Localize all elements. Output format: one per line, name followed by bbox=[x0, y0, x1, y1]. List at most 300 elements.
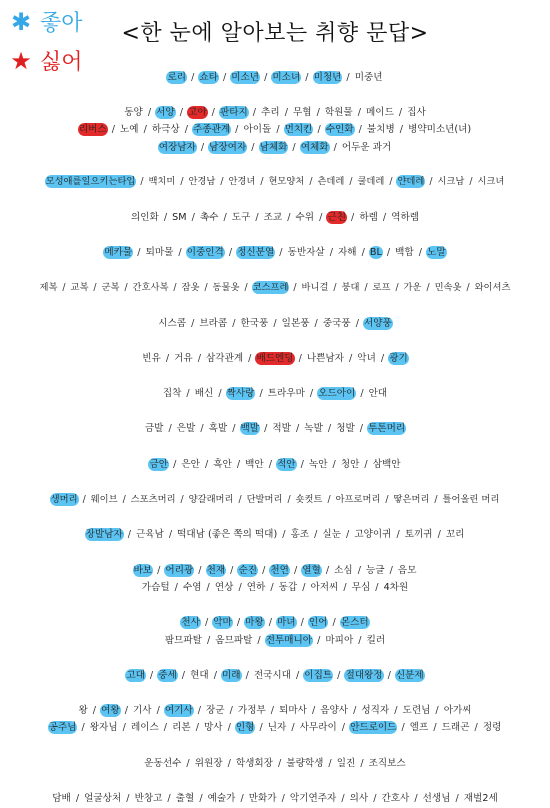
separator: / bbox=[314, 124, 324, 135]
separator: / bbox=[308, 705, 319, 716]
preference-item: 배신 bbox=[194, 388, 214, 399]
separator: / bbox=[233, 617, 244, 628]
preference-item: 미중년 bbox=[354, 72, 383, 83]
preference-item: 간호사 bbox=[381, 793, 410, 804]
preference-item: 악녀 bbox=[357, 353, 376, 364]
preference-item: 리본 bbox=[172, 722, 191, 733]
separator: / bbox=[215, 388, 225, 399]
preference-line bbox=[0, 420, 550, 438]
liked-item: 남장여자 bbox=[209, 142, 247, 153]
preference-item: 역하렘 bbox=[391, 212, 420, 223]
liked-item: 미소년 bbox=[231, 72, 260, 83]
separator: / bbox=[108, 124, 118, 135]
separator: / bbox=[254, 635, 264, 646]
separator: / bbox=[261, 72, 271, 83]
preference-item: 거유 bbox=[174, 353, 193, 364]
separator: / bbox=[241, 282, 251, 293]
liked-item: 신분제 bbox=[395, 670, 424, 681]
separator: / bbox=[395, 107, 406, 118]
separator: / bbox=[279, 529, 289, 540]
liked-item: 절대왕정 bbox=[345, 670, 383, 681]
preference-item: 안경녀 bbox=[228, 176, 256, 187]
liked-item: 여왕 bbox=[101, 705, 120, 716]
separator: / bbox=[392, 282, 402, 293]
preference-item: 가정부 bbox=[237, 705, 266, 716]
preference-item: 시크남 bbox=[437, 176, 465, 187]
preference-line bbox=[0, 790, 550, 808]
preference-item: 하극상 bbox=[151, 124, 180, 135]
separator: / bbox=[137, 176, 147, 187]
disliked-item: 배드엔딩 bbox=[256, 353, 294, 364]
separator: / bbox=[72, 793, 83, 804]
separator: / bbox=[430, 722, 440, 733]
preference-item: 촉수 bbox=[199, 212, 219, 223]
liked-item: 이중인격 bbox=[186, 247, 224, 258]
separator: / bbox=[292, 670, 303, 681]
separator: / bbox=[217, 176, 227, 187]
liked-item: 정신분열 bbox=[237, 247, 275, 258]
preference-line bbox=[0, 209, 550, 227]
separator: / bbox=[178, 670, 189, 681]
separator: / bbox=[248, 142, 258, 153]
preference-item: 학원물 bbox=[324, 107, 353, 118]
separator: / bbox=[160, 212, 171, 223]
separator: / bbox=[426, 176, 436, 187]
separator: / bbox=[338, 793, 348, 804]
preference-item: 조직보스 bbox=[368, 758, 406, 769]
preference-line bbox=[0, 121, 550, 139]
preference-line bbox=[0, 667, 550, 685]
separator: / bbox=[356, 423, 367, 434]
liked-item: 마왕 bbox=[245, 617, 264, 628]
separator: / bbox=[393, 529, 403, 540]
preference-line bbox=[0, 719, 550, 737]
liked-item: 인형 bbox=[235, 722, 255, 733]
preference-item: 빈유 bbox=[142, 353, 161, 364]
preference-item: 민속옷 bbox=[434, 282, 462, 293]
preference-item: 학생회장 bbox=[235, 758, 273, 769]
separator: / bbox=[119, 494, 129, 505]
liked-item: 이집트 bbox=[304, 670, 333, 681]
preference-item: 단발머리 bbox=[246, 494, 283, 505]
separator: / bbox=[361, 282, 371, 293]
preference-item: 금발 bbox=[144, 423, 164, 434]
liked-item: 투톤머리 bbox=[368, 423, 406, 434]
preference-item: 왕자님 bbox=[89, 722, 118, 733]
preference-item: 왕 bbox=[78, 705, 88, 716]
liked-item: 어리광 bbox=[165, 565, 194, 576]
preference-item: 청발 bbox=[336, 423, 355, 434]
preference-item: 정령 bbox=[482, 722, 502, 733]
preference-item: 무심 bbox=[351, 582, 371, 593]
preference-line bbox=[0, 279, 550, 297]
preference-item: 악기연주자 bbox=[289, 793, 337, 804]
liked-item: 오드아이 bbox=[318, 388, 356, 399]
preference-item: 동물옷 bbox=[212, 282, 240, 293]
liked-item: 바보 bbox=[133, 565, 153, 576]
preference-item: 쿨데레 bbox=[357, 176, 385, 187]
preference-item: 메이드 bbox=[366, 107, 394, 118]
red-star-icon: ★ bbox=[10, 47, 32, 75]
liked-item: 서양 bbox=[156, 107, 175, 118]
preference-item: 운동선수 bbox=[144, 758, 182, 769]
separator: / bbox=[466, 176, 476, 187]
preference-item: 노예 bbox=[119, 124, 139, 135]
separator: / bbox=[265, 459, 276, 470]
preference-item: 하렘 bbox=[359, 212, 378, 223]
preference-item: 백합 bbox=[395, 247, 414, 258]
liked-item: 마녀 bbox=[277, 617, 296, 628]
separator: / bbox=[325, 758, 335, 769]
separator: / bbox=[203, 635, 214, 646]
separator: / bbox=[463, 282, 473, 293]
separator: / bbox=[237, 793, 247, 804]
separator: / bbox=[299, 582, 309, 593]
separator: / bbox=[226, 705, 236, 716]
preference-item: 어두운 과거 bbox=[341, 142, 392, 153]
liked-item: 주종관계 bbox=[193, 124, 231, 135]
separator: / bbox=[177, 494, 187, 505]
separator: / bbox=[292, 423, 303, 434]
liked-item: 서양풍 bbox=[363, 318, 392, 329]
separator: / bbox=[316, 212, 326, 223]
liked-item: 노말 bbox=[427, 247, 446, 258]
preference-item: 사무라이 bbox=[299, 722, 337, 733]
preference-item: 연상 bbox=[214, 582, 234, 593]
separator: / bbox=[281, 107, 291, 118]
preference-item: 교복 bbox=[70, 282, 89, 293]
preference-item: 4차원 bbox=[383, 582, 409, 593]
liked-item: 짝사랑 bbox=[226, 388, 255, 399]
separator: / bbox=[203, 582, 213, 593]
preference-item: 레이스 bbox=[130, 722, 159, 733]
preference-item: 망사 bbox=[203, 722, 223, 733]
separator: / bbox=[261, 423, 271, 434]
preference-item: 킬러 bbox=[366, 635, 386, 646]
liked-item: 생머리 bbox=[50, 494, 78, 505]
separator: / bbox=[256, 388, 266, 399]
separator: / bbox=[302, 72, 312, 83]
liked-item: 쇼타 bbox=[199, 72, 218, 83]
preference-item: 삼각관계 bbox=[206, 353, 244, 364]
preference-item: 자해 bbox=[337, 247, 357, 258]
separator: / bbox=[355, 635, 365, 646]
preference-item: 선생님 bbox=[422, 793, 451, 804]
preference-line bbox=[0, 702, 550, 720]
separator: / bbox=[471, 722, 481, 733]
liked-item: 적안 bbox=[277, 459, 296, 470]
separator: / bbox=[326, 247, 336, 258]
preference-item: 땋은머리 bbox=[393, 494, 430, 505]
liked-item: 공주님 bbox=[48, 722, 77, 733]
separator: / bbox=[175, 247, 185, 258]
separator: / bbox=[377, 353, 388, 364]
liked-item: 코스프레 bbox=[252, 282, 289, 293]
preference-item: 담배 bbox=[52, 793, 71, 804]
liked-item: 인어 bbox=[308, 617, 328, 628]
separator: / bbox=[235, 494, 245, 505]
separator: / bbox=[452, 793, 462, 804]
preference-item: 능글 bbox=[366, 565, 385, 576]
separator: / bbox=[160, 722, 171, 733]
preference-item: 스포츠머리 bbox=[130, 494, 176, 505]
liked-item: 백발 bbox=[240, 423, 260, 434]
preference-item: 군복 bbox=[101, 282, 120, 293]
liked-item: 미청년 bbox=[313, 72, 342, 83]
preference-item: 집사 bbox=[407, 107, 426, 118]
preference-line bbox=[0, 139, 550, 157]
liked-item: 판타지 bbox=[219, 107, 248, 118]
separator: / bbox=[352, 318, 362, 329]
separator: / bbox=[197, 142, 208, 153]
separator: / bbox=[297, 459, 307, 470]
separator: / bbox=[219, 72, 230, 83]
liked-item: 수인화 bbox=[325, 124, 354, 135]
liked-item: 안드로이드 bbox=[350, 722, 397, 733]
separator: / bbox=[311, 529, 321, 540]
preference-item: 퇴마사 bbox=[279, 705, 307, 716]
liked-item: 로리 bbox=[167, 72, 187, 83]
preference-line bbox=[0, 491, 550, 509]
separator: / bbox=[290, 282, 300, 293]
preference-item: 무협 bbox=[292, 107, 312, 118]
preference-item: 트라우마 bbox=[267, 388, 305, 399]
preference-item: 청안 bbox=[340, 459, 360, 470]
preference-line bbox=[0, 632, 550, 650]
liked-item: 전투매니아 bbox=[265, 635, 313, 646]
separator: / bbox=[256, 722, 266, 733]
preference-item: 토끼귀 bbox=[404, 529, 433, 540]
separator: / bbox=[249, 107, 260, 118]
separator: / bbox=[423, 282, 433, 293]
preference-item: 백치미 bbox=[148, 176, 176, 187]
preference-item: 연하 bbox=[246, 582, 266, 593]
separator: / bbox=[176, 107, 187, 118]
separator: / bbox=[192, 722, 202, 733]
liked-item: 천연 bbox=[270, 565, 289, 576]
separator: / bbox=[188, 212, 198, 223]
preference-item: 전국시대 bbox=[253, 670, 291, 681]
separator: / bbox=[201, 459, 212, 470]
separator: / bbox=[322, 565, 333, 576]
preference-item: 집착 bbox=[162, 388, 182, 399]
preference-line bbox=[0, 755, 550, 773]
page-title: <한 눈에 알아보는 취향 문답> bbox=[121, 21, 429, 46]
preference-item: 성직자 bbox=[361, 705, 390, 716]
preference-item: 한국풍 bbox=[240, 318, 269, 329]
preference-item: 추리 bbox=[261, 107, 280, 118]
separator: / bbox=[343, 72, 353, 83]
preference-item: 동양 bbox=[124, 107, 143, 118]
separator: / bbox=[121, 705, 131, 716]
preference-item: 숏컷트 bbox=[295, 494, 323, 505]
preference-item: SM bbox=[172, 212, 187, 223]
separator: / bbox=[183, 388, 193, 399]
liked-item: 천재 bbox=[206, 565, 226, 576]
liked-item: 악마 bbox=[213, 617, 232, 628]
preference-item: 브라콤 bbox=[199, 318, 228, 329]
preference-item: 틀어올린 머리 bbox=[442, 494, 500, 505]
disliked-item: 고아 bbox=[188, 107, 207, 118]
preference-line bbox=[0, 526, 550, 544]
preference-item: 퇴마물 bbox=[145, 247, 174, 258]
separator: / bbox=[386, 565, 396, 576]
separator: / bbox=[338, 722, 349, 733]
separator: / bbox=[391, 705, 401, 716]
separator: / bbox=[411, 793, 421, 804]
separator: / bbox=[90, 282, 100, 293]
liked-item: 금안 bbox=[149, 459, 169, 470]
separator: / bbox=[324, 494, 334, 505]
liked-item: 남체화 bbox=[259, 142, 288, 153]
separator: / bbox=[276, 247, 286, 258]
separator: / bbox=[188, 72, 198, 83]
preference-item: 얼굴상처 bbox=[84, 793, 122, 804]
preference-item: 떡대남 (좋은 쪽의 떡대) bbox=[177, 529, 278, 540]
separator: / bbox=[355, 124, 365, 135]
liked-item: 순진 bbox=[238, 565, 258, 576]
preference-item: 도구 bbox=[231, 212, 251, 223]
separator: / bbox=[225, 247, 236, 258]
separator: / bbox=[345, 353, 356, 364]
preference-item: 위원장 bbox=[194, 758, 223, 769]
separator: / bbox=[347, 212, 358, 223]
preference-item: 팜므파탈 bbox=[164, 635, 202, 646]
preference-line bbox=[0, 385, 550, 403]
separator: / bbox=[267, 705, 278, 716]
preference-item: 아이돌 bbox=[243, 124, 272, 135]
preference-item: 간호사복 bbox=[132, 282, 169, 293]
preference-item: 흑안 bbox=[213, 459, 232, 470]
separator: / bbox=[330, 142, 340, 153]
preference-item: 불량학생 bbox=[286, 758, 324, 769]
separator: / bbox=[284, 212, 294, 223]
preference-item: 나쁜남자 bbox=[306, 353, 344, 364]
separator: / bbox=[354, 107, 365, 118]
preference-item: 현모양처 bbox=[268, 176, 305, 187]
separator: / bbox=[197, 423, 207, 434]
separator: / bbox=[208, 107, 218, 118]
preference-item: 출혈 bbox=[175, 793, 195, 804]
separator: / bbox=[306, 388, 317, 399]
separator: / bbox=[306, 176, 316, 187]
preference-item: 음양사 bbox=[320, 705, 349, 716]
preference-item: 흑발 bbox=[208, 423, 228, 434]
preference-line bbox=[0, 614, 550, 632]
preference-item: 동반자살 bbox=[287, 247, 325, 258]
separator: / bbox=[329, 459, 339, 470]
separator: / bbox=[314, 635, 324, 646]
separator: / bbox=[357, 388, 367, 399]
separator: / bbox=[290, 565, 301, 576]
separator: / bbox=[196, 793, 206, 804]
preference-item: 은발 bbox=[176, 423, 196, 434]
preference-item: 음모 bbox=[397, 565, 417, 576]
separator: / bbox=[295, 353, 305, 364]
separator: / bbox=[177, 176, 187, 187]
preference-line bbox=[0, 104, 550, 122]
preference-line bbox=[0, 562, 550, 580]
separator: / bbox=[334, 670, 344, 681]
separator: / bbox=[288, 722, 298, 733]
preference-item: 시스콤 bbox=[158, 318, 187, 329]
preference-item: 고양이귀 bbox=[354, 529, 392, 540]
separator: / bbox=[267, 582, 277, 593]
preference-item: 동갑 bbox=[278, 582, 298, 593]
separator: / bbox=[154, 565, 164, 576]
separator: / bbox=[194, 353, 205, 364]
preference-item: 츤데레 bbox=[317, 176, 345, 187]
preference-line bbox=[0, 579, 550, 597]
liked-item: 열혈 bbox=[302, 565, 321, 576]
preference-item: 현대 bbox=[190, 670, 209, 681]
separator: / bbox=[297, 617, 307, 628]
preference-line bbox=[0, 350, 550, 368]
separator: / bbox=[224, 758, 234, 769]
separator: / bbox=[311, 318, 321, 329]
preference-item: 일본풍 bbox=[281, 318, 310, 329]
preference-item: 의인화 bbox=[130, 212, 159, 223]
separator: / bbox=[274, 758, 285, 769]
legend-dislike-label: 싫어 bbox=[40, 50, 83, 75]
liked-item: 미래 bbox=[221, 670, 241, 681]
preference-item: 일진 bbox=[336, 758, 356, 769]
preference-item: 아가씨 bbox=[443, 705, 472, 716]
preference-item: 수염 bbox=[182, 582, 202, 593]
preference-item: 양갈래머리 bbox=[188, 494, 234, 505]
liked-item: 미소녀 bbox=[272, 72, 301, 83]
preference-line bbox=[0, 244, 550, 262]
separator: / bbox=[342, 529, 353, 540]
separator: / bbox=[170, 459, 180, 470]
liked-item: 먼치킨 bbox=[284, 124, 313, 135]
preference-item: 가슴털 bbox=[141, 582, 170, 593]
preference-item: 적발 bbox=[272, 423, 291, 434]
separator: / bbox=[146, 670, 157, 681]
separator: / bbox=[201, 282, 211, 293]
separator: / bbox=[201, 617, 212, 628]
separator: / bbox=[259, 565, 269, 576]
preference-item: 드래곤 bbox=[441, 722, 470, 733]
separator: / bbox=[89, 705, 100, 716]
separator: / bbox=[386, 176, 396, 187]
preference-item: 붕대 bbox=[341, 282, 360, 293]
preference-item: 실눈 bbox=[322, 529, 341, 540]
separator: / bbox=[153, 705, 163, 716]
preference-item: 시크녀 bbox=[477, 176, 505, 187]
preference-line bbox=[0, 173, 550, 191]
preference-item: 웨이브 bbox=[90, 494, 118, 505]
preference-item: 와이셔츠 bbox=[474, 282, 511, 293]
preference-item: 수위 bbox=[295, 212, 315, 223]
separator: / bbox=[257, 176, 267, 187]
separator: / bbox=[252, 212, 262, 223]
preference-item: 안경남 bbox=[188, 176, 216, 187]
preference-item: 마피아 bbox=[325, 635, 354, 646]
separator: / bbox=[134, 247, 144, 258]
separator: / bbox=[329, 617, 339, 628]
separator: / bbox=[330, 282, 340, 293]
preference-item: 녹발 bbox=[304, 423, 323, 434]
preference-item: 잠옷 bbox=[181, 282, 200, 293]
separator: / bbox=[284, 494, 294, 505]
separator: / bbox=[382, 494, 392, 505]
separator: / bbox=[210, 670, 220, 681]
preference-item: 소심 bbox=[334, 565, 353, 576]
separator: / bbox=[242, 670, 252, 681]
liked-item: 몬스터 bbox=[340, 617, 369, 628]
separator: / bbox=[78, 722, 88, 733]
